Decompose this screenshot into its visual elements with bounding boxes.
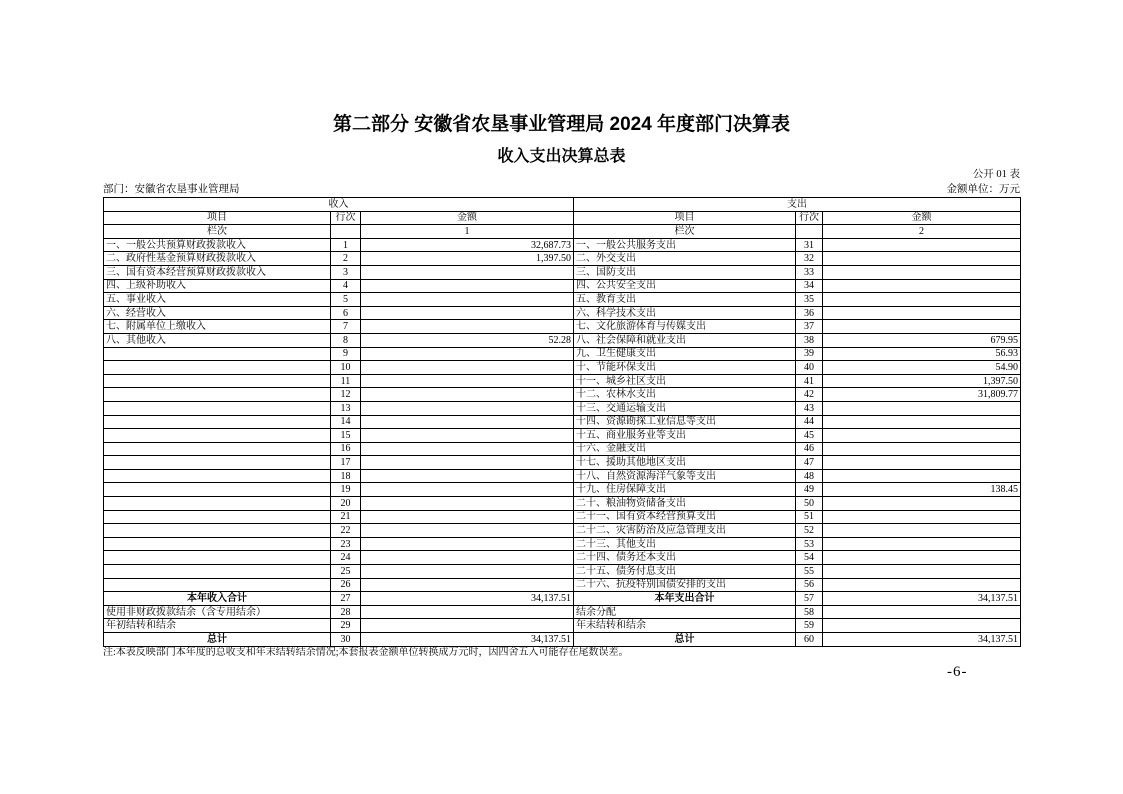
table-column-header-row [104,211,1021,225]
expense-item-cell: 二十二、灾害防治及应急管理支出 [574,524,796,538]
expense-item-cell: 二十四、债务还本支出 [574,551,796,565]
income-line-cell: 6 [331,306,361,320]
expense-item-cell: 十三、交通运输支出 [574,401,796,415]
expense-line-cell: 54 [796,551,823,565]
income-item-cell: 四、上级补助收入 [104,279,331,293]
income-amount-cell: 1,397.50 [361,252,574,266]
income-line-cell: 4 [331,279,361,293]
income-amount-cell [361,415,574,429]
expense-amount-cell: 34,137.51 [823,592,1021,606]
income-amount-cell [361,456,574,470]
expense-item-cell: 七、文化旅游体育与传媒支出 [574,320,796,334]
expense-item-cell: 三、国防支出 [574,265,796,279]
expense-item-cell: 十四、资源勘探工业信息等支出 [574,415,796,429]
expense-line-cell: 36 [796,306,823,320]
expense-line-cell: 58 [796,605,823,619]
expense-line-cell: 59 [796,619,823,633]
income-line-cell: 23 [331,537,361,551]
expense-line-cell: 40 [796,361,823,375]
income-amount-cell [361,510,574,524]
income-line-cell: 26 [331,578,361,592]
income-lanci-label: 栏次 [104,225,331,239]
income-amount-cell [361,524,574,538]
expense-line-cell: 42 [796,388,823,402]
expense-item-cell: 二十、粮油物资储备支出 [574,497,796,511]
table-row [104,265,1021,279]
income-line-cell: 10 [331,361,361,375]
income-item-cell: 七、附属单位上缴收入 [104,320,331,334]
expense-line-cell: 35 [796,293,823,307]
table-row [104,483,1021,497]
expense-line-cell: 41 [796,374,823,388]
income-item-cell: 三、国有资本经营预算财政拨款收入 [104,265,331,279]
expense-item-cell: 十九、住房保障支出 [574,483,796,497]
income-amount-cell [361,293,574,307]
income-item-cell [104,388,331,402]
expense-amount-cell [823,252,1021,266]
expense-line-cell: 50 [796,497,823,511]
expense-line-cell: 32 [796,252,823,266]
expense-amount-cell [823,293,1021,307]
expense-line-cell: 53 [796,537,823,551]
page-subtitle: 收入支出决算总表 [497,148,626,165]
expense-col-index: 2 [823,225,1021,239]
table-section-header-row [104,198,1021,212]
income-item-cell [104,551,331,565]
income-amount-cell [361,551,574,565]
expense-item-cell: 本年支出合计 [574,592,796,606]
expense-amount-header: 金额 [823,211,1021,225]
income-line-cell: 29 [331,619,361,633]
income-line-cell: 9 [331,347,361,361]
income-line-cell: 25 [331,565,361,579]
expense-amount-cell [823,605,1021,619]
expense-item-header: 项目 [574,211,796,225]
income-item-cell [104,469,331,483]
expense-amount-cell [823,578,1021,592]
income-item-cell [104,361,331,375]
income-line-cell: 19 [331,483,361,497]
income-amount-cell: 34,137.51 [361,592,574,606]
expense-item-cell: 十一、城乡社区支出 [574,374,796,388]
expense-item-cell: 五、教育支出 [574,293,796,307]
table-column-index-row [104,225,1021,239]
expense-line-cell: 57 [796,592,823,606]
income-item-cell [104,497,331,511]
table-row [104,388,1021,402]
table-row [104,592,1021,606]
expense-section-header: 支出 [574,198,1021,212]
table-body [104,238,1021,646]
income-item-cell [104,442,331,456]
footnote: 注:本表反映部门本年度的总收支和年末结转结余情况;本套报表金额单位转换成万元时，因四舍五入可能存在尾数误差。 [103,647,629,658]
expense-line-cell: 51 [796,510,823,524]
income-item-cell: 总计 [104,633,331,647]
income-item-cell [104,483,331,497]
income-line-cell: 21 [331,510,361,524]
income-item-cell [104,429,331,443]
income-amount-cell [361,469,574,483]
expense-amount-cell: 138.45 [823,483,1021,497]
table-row [104,537,1021,551]
expense-amount-cell: 56.93 [823,347,1021,361]
income-amount-cell [361,320,574,334]
income-item-cell [104,510,331,524]
income-line-cell: 8 [331,333,361,347]
table-row [104,510,1021,524]
income-line-cell: 24 [331,551,361,565]
income-item-header: 项目 [104,211,331,225]
expense-item-cell: 十五、商业服务业等支出 [574,429,796,443]
expense-amount-cell [823,551,1021,565]
table-row [104,415,1021,429]
expense-line-cell: 47 [796,456,823,470]
expense-amount-cell [823,524,1021,538]
income-item-cell [104,565,331,579]
expense-item-cell: 四、公共安全支出 [574,279,796,293]
table-row [104,361,1021,375]
expense-item-cell: 十八、自然资源海洋气象等支出 [574,469,796,483]
table-row [104,279,1021,293]
income-line-cell: 30 [331,633,361,647]
income-line-cell: 7 [331,320,361,334]
income-line-cell: 11 [331,374,361,388]
expense-amount-cell: 34,137.51 [823,633,1021,647]
table-row [104,442,1021,456]
expense-line-cell: 44 [796,415,823,429]
income-section-header: 收入 [104,198,574,212]
expense-amount-cell [823,401,1021,415]
expense-line-cell: 45 [796,429,823,443]
unit-label: 金额单位：万元 [946,184,1020,195]
income-amount-cell [361,361,574,375]
income-col-index: 1 [361,225,574,239]
expense-amount-cell: 31,809.77 [823,388,1021,402]
table-row [104,524,1021,538]
income-amount-cell [361,442,574,456]
expense-item-cell: 六、科学技术支出 [574,306,796,320]
expense-amount-cell: 679.95 [823,333,1021,347]
income-amount-cell: 32,687.73 [361,238,574,252]
expense-amount-cell [823,510,1021,524]
income-item-cell: 二、政府性基金预算财政拨款收入 [104,252,331,266]
income-amount-header: 金额 [361,211,574,225]
expense-amount-cell [823,320,1021,334]
expense-amount-cell: 1,397.50 [823,374,1021,388]
expense-amount-cell [823,442,1021,456]
table-code-label: 公开 01 表 [972,169,1020,180]
table-row [104,252,1021,266]
income-amount-cell [361,565,574,579]
income-line-cell: 3 [331,265,361,279]
expense-line-cell: 33 [796,265,823,279]
expense-item-cell: 结余分配 [574,605,796,619]
table-row [104,320,1021,334]
income-item-cell [104,524,331,538]
expense-line-cell: 39 [796,347,823,361]
expense-amount-cell [823,415,1021,429]
expense-item-cell: 十、节能环保支出 [574,361,796,375]
income-amount-cell [361,537,574,551]
table-row [104,347,1021,361]
expense-amount-cell [823,306,1021,320]
page-title: 第二部分 安徽省农垦事业管理局 2024 年度部门决算表 [332,114,791,135]
expense-line-cell: 49 [796,483,823,497]
expense-amount-cell [823,238,1021,252]
expense-line-cell: 55 [796,565,823,579]
income-line-cell: 5 [331,293,361,307]
expense-amount-cell [823,497,1021,511]
income-line-cell: 2 [331,252,361,266]
income-item-cell [104,537,331,551]
income-amount-cell [361,619,574,633]
expense-lanci-empty [796,225,823,239]
table-row [104,633,1021,647]
income-amount-cell [361,497,574,511]
expense-item-cell: 二十一、国有资本经营预算支出 [574,510,796,524]
income-item-cell: 年初结转和结余 [104,619,331,633]
table-row [104,605,1021,619]
income-amount-cell [361,265,574,279]
expense-line-cell: 56 [796,578,823,592]
table-row [104,429,1021,443]
department-label: 部门：安徽省农垦事业管理局 [103,184,240,195]
income-amount-cell [361,347,574,361]
table-row [104,469,1021,483]
income-item-cell: 使用非财政拨款结余（含专用结余） [104,605,331,619]
expense-amount-cell [823,265,1021,279]
table-row [104,293,1021,307]
expense-item-cell: 二、外交支出 [574,252,796,266]
table-row [104,333,1021,347]
income-line-cell: 12 [331,388,361,402]
income-line-cell: 27 [331,592,361,606]
expense-item-cell: 九、卫生健康支出 [574,347,796,361]
expense-amount-cell [823,537,1021,551]
income-amount-cell [361,374,574,388]
expense-line-cell: 34 [796,279,823,293]
income-line-cell: 16 [331,442,361,456]
income-item-cell: 一、一般公共预算财政拨款收入 [104,238,331,252]
expense-line-cell: 48 [796,469,823,483]
expense-amount-cell: 54.90 [823,361,1021,375]
income-line-cell: 17 [331,456,361,470]
income-item-cell [104,347,331,361]
expense-item-cell: 十二、农林水支出 [574,388,796,402]
income-line-header: 行次 [331,211,361,225]
income-amount-cell [361,306,574,320]
income-amount-cell: 52.28 [361,333,574,347]
income-line-cell: 18 [331,469,361,483]
expense-item-cell: 十七、援助其他地区支出 [574,456,796,470]
income-line-cell: 20 [331,497,361,511]
expense-line-cell: 37 [796,320,823,334]
expense-lanci-label: 栏次 [574,225,796,239]
table-row [104,578,1021,592]
income-item-cell [104,578,331,592]
expense-amount-cell [823,619,1021,633]
table-row [104,401,1021,415]
expense-amount-cell [823,456,1021,470]
income-item-cell: 本年收入合计 [104,592,331,606]
income-amount-cell: 34,137.51 [361,633,574,647]
income-amount-cell [361,388,574,402]
expense-item-cell: 年末结转和结余 [574,619,796,633]
income-line-cell: 14 [331,415,361,429]
expense-amount-cell [823,279,1021,293]
income-line-cell: 1 [331,238,361,252]
income-amount-cell [361,279,574,293]
income-amount-cell [361,401,574,415]
income-lanci-empty [331,225,361,239]
expense-item-cell: 一、一般公共服务支出 [574,238,796,252]
expense-line-cell: 31 [796,238,823,252]
income-line-cell: 15 [331,429,361,443]
table-row [104,551,1021,565]
expense-item-cell: 二十五、债务付息支出 [574,565,796,579]
income-amount-cell [361,605,574,619]
income-item-cell: 六、经营收入 [104,306,331,320]
income-line-cell: 28 [331,605,361,619]
expense-amount-cell [823,429,1021,443]
table-row [104,238,1021,252]
expense-item-cell: 总计 [574,633,796,647]
income-amount-cell [361,483,574,497]
expense-line-cell: 60 [796,633,823,647]
expense-line-header: 行次 [796,211,823,225]
income-line-cell: 13 [331,401,361,415]
income-item-cell: 八、其他收入 [104,333,331,347]
income-item-cell [104,456,331,470]
income-item-cell: 五、事业收入 [104,293,331,307]
income-item-cell [104,415,331,429]
income-amount-cell [361,578,574,592]
table-row [104,306,1021,320]
income-amount-cell [361,429,574,443]
income-item-cell [104,401,331,415]
table-row [104,374,1021,388]
expense-line-cell: 52 [796,524,823,538]
expense-amount-cell [823,565,1021,579]
expense-item-cell: 二十六、抗疫特别国债安排的支出 [574,578,796,592]
expense-item-cell: 十六、金融支出 [574,442,796,456]
expense-line-cell: 43 [796,401,823,415]
table-row [104,497,1021,511]
expense-amount-cell [823,469,1021,483]
expense-line-cell: 46 [796,442,823,456]
page-number: -6- [947,664,968,680]
table-row [104,456,1021,470]
income-item-cell [104,374,331,388]
income-line-cell: 22 [331,524,361,538]
decision-table [103,197,1021,647]
expense-item-cell: 二十三、其他支出 [574,537,796,551]
table-row [104,565,1021,579]
expense-line-cell: 38 [796,333,823,347]
table-row [104,619,1021,633]
expense-item-cell: 八、社会保障和就业支出 [574,333,796,347]
